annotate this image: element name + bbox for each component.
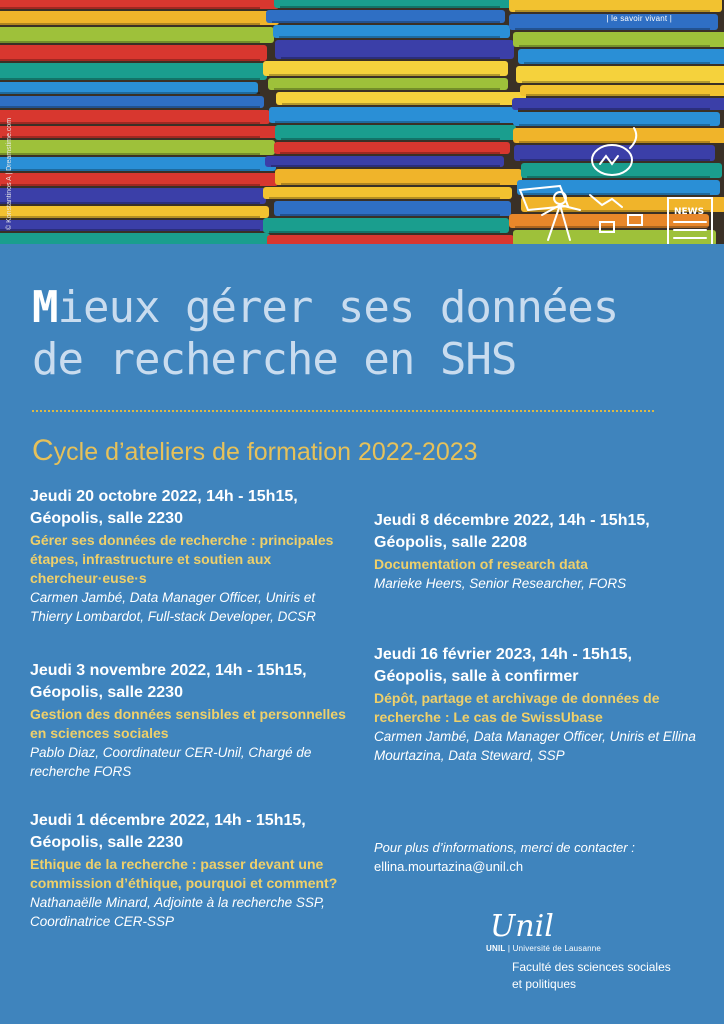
unil-logo bbox=[486, 909, 671, 993]
subtitle bbox=[32, 434, 478, 468]
university-label: | Université de Lausanne bbox=[507, 944, 602, 953]
tagline: | le savoir vivant | bbox=[606, 14, 672, 23]
title-first-letter: M bbox=[32, 282, 58, 333]
event-date: Jeudi 20 octobre 2022, 14h - 15h15, bbox=[30, 488, 298, 505]
event-topic: Gérer ses données de recherche : principales étapes, infrastructure et soutien aux chercheur·euse·s bbox=[30, 532, 334, 586]
event-topic: Dépôt, partage et archivage de données de recherche : Le cas de SwissUbase bbox=[374, 690, 660, 725]
event-block bbox=[30, 660, 360, 781]
event-block bbox=[30, 810, 360, 931]
event-date: Jeudi 3 novembre 2022, 14h - 15h15, bbox=[30, 662, 307, 679]
event-speakers: Pablo Diaz, Coordinateur CER-Unil, Chargé de recherche FORS bbox=[30, 745, 312, 779]
event-date: Jeudi 8 décembre 2022, 14h - 15h15, bbox=[374, 512, 650, 529]
doodle-sketch-icon bbox=[0, 0, 724, 244]
event-block bbox=[374, 644, 704, 765]
contact-text: Pour plus d’informations, merci de contacter : bbox=[374, 840, 635, 855]
event-block bbox=[374, 510, 704, 593]
title-line2: de recherche en SHS bbox=[32, 334, 517, 385]
event-location: Géopolis, salle 2230 bbox=[30, 510, 183, 527]
event-speakers: Carmen Jambé, Data Manager Officer, Uniris et Thierry Lombardot, Full-stack Developer, DCSR bbox=[30, 590, 316, 624]
title-line1: ieux gérer ses données bbox=[57, 282, 619, 333]
page-title bbox=[32, 282, 702, 386]
contact-email-link[interactable]: ellina.mourtazina@unil.ch bbox=[374, 859, 524, 874]
faculty-name bbox=[512, 959, 671, 993]
event-location: Géopolis, salle à confirmer bbox=[374, 668, 579, 685]
event-location: Géopolis, salle 2230 bbox=[30, 684, 183, 701]
unil-script-logo: Unil bbox=[490, 909, 554, 944]
subtitle-text: ycle d’ateliers de formation 2022-2023 bbox=[53, 438, 478, 466]
event-date: Jeudi 1 décembre 2022, 14h - 15h15, bbox=[30, 812, 306, 829]
news-sketch-label: NEWS bbox=[674, 207, 705, 217]
header-photo-folders bbox=[0, 0, 724, 244]
event-topic: Gestion des données sensibles et personnelles en sciences sociales bbox=[30, 706, 346, 741]
event-date: Jeudi 16 février 2023, 14h - 15h15, bbox=[374, 646, 632, 663]
dotted-divider bbox=[32, 410, 654, 412]
event-location: Géopolis, salle 2230 bbox=[30, 834, 183, 851]
event-speakers: Nathanaëlle Minard, Adjointe à la recherche SSP, Coordinatrice CER-SSP bbox=[30, 895, 325, 929]
event-location: Géopolis, salle 2208 bbox=[374, 534, 527, 551]
university-name bbox=[486, 944, 671, 953]
event-topic: Documentation of research data bbox=[374, 556, 588, 572]
unil-abbr: UNIL bbox=[486, 944, 506, 953]
subtitle-first-letter: C bbox=[32, 434, 54, 467]
faculty-line1: Faculté des sciences sociales bbox=[512, 960, 671, 974]
event-topic: Ethique de la recherche : passer devant une commission d’éthique, pourquoi et comment? bbox=[30, 856, 338, 891]
event-speakers: Carmen Jambé, Data Manager Officer, Uniris et Ellina Mourtazina, Data Steward, SSP bbox=[374, 729, 696, 763]
contact-info bbox=[374, 838, 635, 876]
event-speakers: Marieke Heers, Senior Researcher, FORS bbox=[374, 576, 627, 591]
photo-credit: © Konstantinos A | Dreamstime.com bbox=[6, 117, 13, 230]
event-block bbox=[30, 486, 360, 626]
faculty-line2: et politiques bbox=[512, 977, 577, 991]
